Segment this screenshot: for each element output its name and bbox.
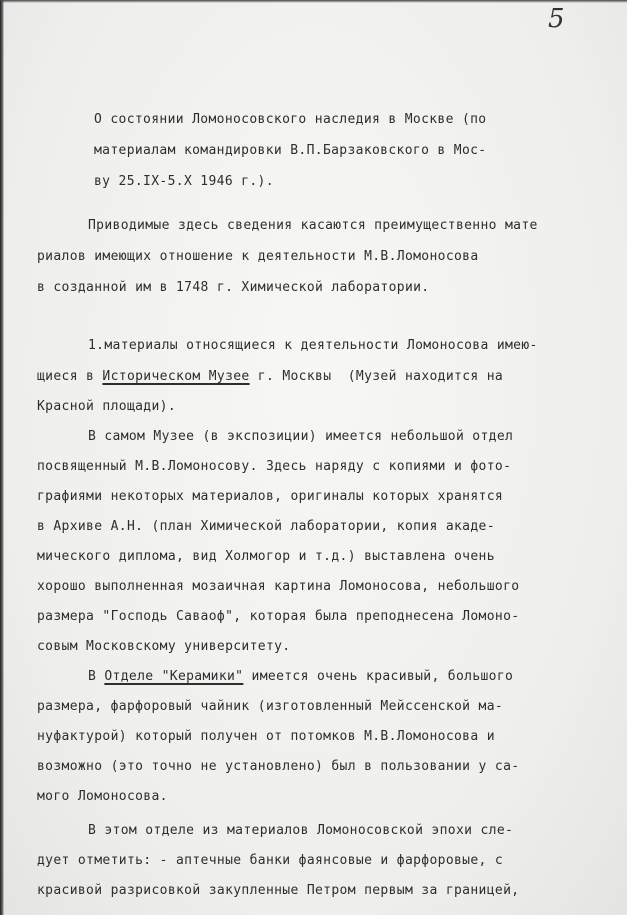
para-2-line-7: размера "Господь Саваоф", которая была преподнесена Ломоно- — [37, 609, 520, 624]
section-1-line-3: Красной площади). — [37, 399, 177, 414]
para-4-line-1: В этом отделе из материалов Ломоносовской эпохи сле- — [88, 823, 514, 838]
title-line-2: материалам командировки В.П.Барзаковского в Мос- — [94, 143, 487, 158]
page-number: 5 — [548, 4, 565, 34]
para-4-line-2: дует отметить: - аптечные банки фаянсовые и фарфоровые, с — [37, 853, 504, 868]
para-2-line-8: совым Московскому университету. — [37, 639, 291, 654]
para-2-line-4: в Архиве А.Н. (план Химической лаборатории, копия акаде- — [37, 519, 495, 534]
museum-name: Историческом Музее — [102, 369, 250, 384]
title-line-1: О состоянии Ломоносовского наследия в Москве (по — [94, 112, 487, 127]
para-2-line-5: мического диплома, вид Холмогор и т.д.) выставлена очень — [37, 549, 495, 564]
para-3-line-2: размера, фарфоровый чайник (изготовленный Мейссенской ма- — [37, 699, 504, 714]
section-1-line-2: щиеся в Историческом Музее г. Москвы (Музей находится на — [37, 369, 504, 384]
para-3-line-3: нуфактурой) который получен от потомков М.В.Ломоносова и — [37, 729, 495, 744]
scan-top-edge — [0, 0, 627, 3]
para-3-line-5: мого Ломоносова. — [37, 789, 168, 804]
para-2-line-3: графиями некоторых материалов, оригиналы которых хранятся — [37, 489, 504, 504]
intro-line-3: в созданной им в 1748 г. Химической лаборатории. — [37, 280, 430, 295]
para-2-line-2: посвященный М.В.Ломоносову. Здесь наряду с копиями и фото- — [37, 459, 512, 474]
ceramics-department: Отделе "Керамики" — [104, 669, 244, 684]
para-4-line-3: красивой разрисовкой закупленные Петром первым за границей, — [37, 883, 520, 898]
para-3-line-1: В Отделе "Керамики" имеется очень красивый, большого — [88, 669, 514, 684]
intro-line-2: риалов имеющих отношение к деятельности М.В.Ломоносова — [37, 249, 479, 264]
section-1-line-1: 1.материалы относящиеся к деятельности Ломоносова имею- — [88, 338, 538, 353]
intro-line-1: Приводимые здесь сведения касаются преимущественно мате — [88, 218, 538, 233]
title-line-3: ву 25.IX-5.X 1946 г.). — [94, 174, 274, 189]
para-2-line-6: хорошо выполненная мозаичная картина Ломоносова, небольшого — [37, 579, 520, 594]
para-3-line-4: возможно (это точно не установлено) был в пользовании у са- — [37, 759, 520, 774]
para-2-line-1: В самом Музее (в экспозиции) имеется небольшой отдел — [88, 429, 514, 444]
scan-left-edge — [0, 0, 4, 915]
